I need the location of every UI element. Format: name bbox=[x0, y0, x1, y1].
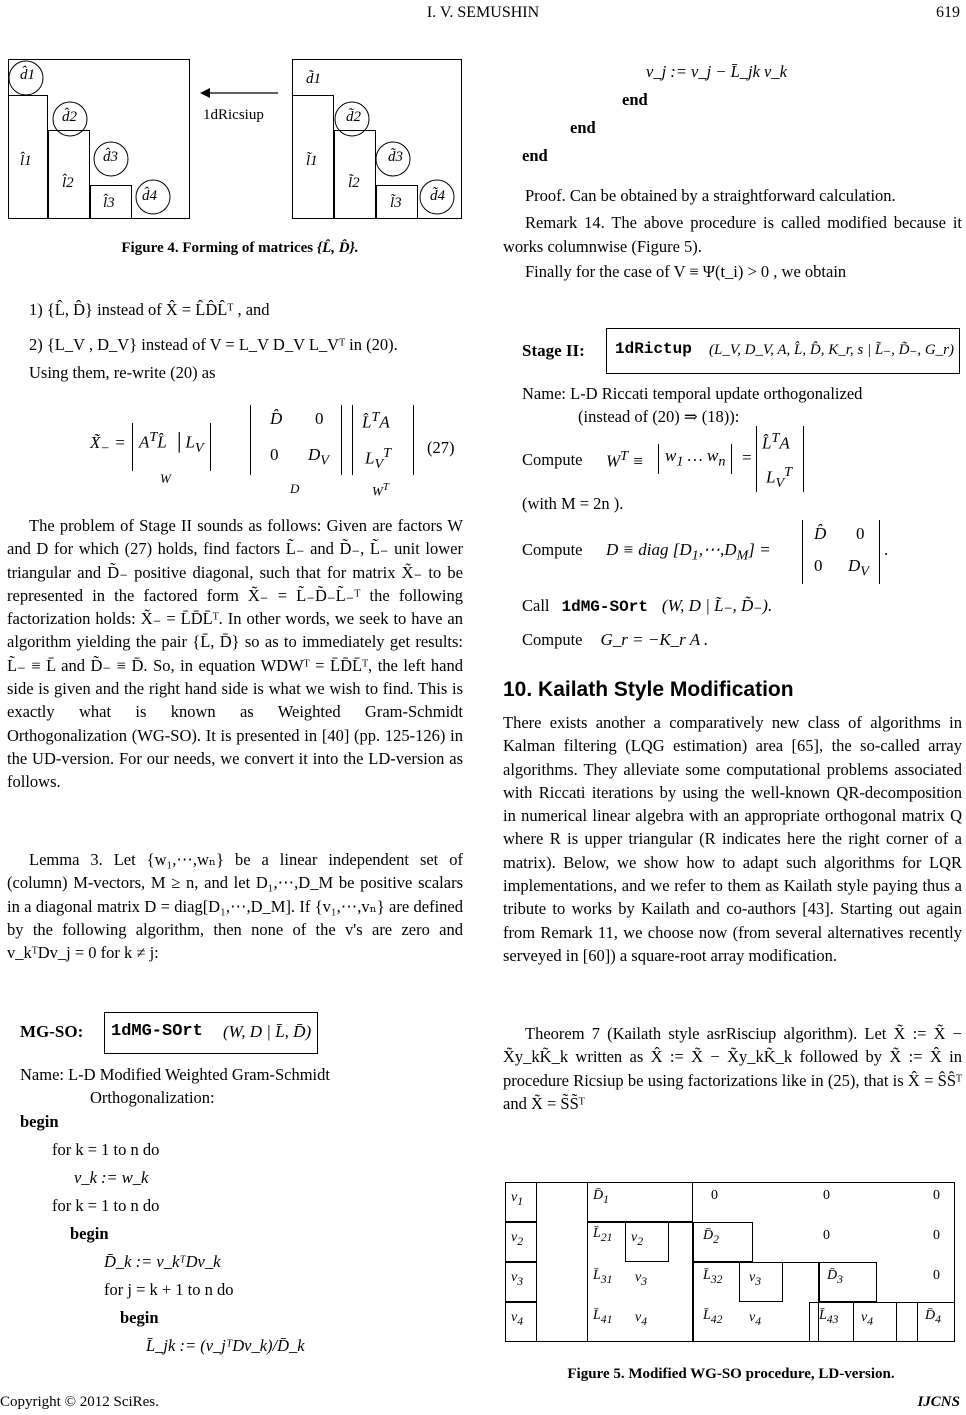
compute-1-label: Compute bbox=[522, 450, 583, 469]
figure-5: $v_1$ $v_2$ $v_3$ $v_4$ $D̄_1$ $L̄_{21}$ $L̄_{31}$ $L̄_{41}$ $v_2$ $v_3$ $v_4$ $D̄_2$ $L̄_{32}$ $L̄_{42}$ $v_3$ $v_4$ $D̄_3$ $L̄_{43}$ $v_4$ $D̄_4$ 0 0 0 0 0 0 bbox=[497, 1176, 965, 1344]
fig4-right-l3: l̃3 bbox=[390, 195, 402, 211]
fig4-left-circles bbox=[8, 59, 190, 219]
fig4-left-d1: d̂1 bbox=[20, 67, 35, 83]
compute-1-math: $W^T$ ≡ $w_1$ … $w_n$ = L̂$^T$A $L_V^T$ bbox=[606, 426, 806, 496]
fig4-left-d2: d̂2 bbox=[62, 109, 77, 125]
left-column bbox=[7, 298, 463, 384]
fig4-right-d4: d̃4 bbox=[430, 188, 445, 204]
fig4-arrow-icon bbox=[200, 85, 280, 101]
compute-2-math: D ≡ diag $[D_1,\cdots,D_M]$ = D̂ 0 0 $D_V$ . bbox=[606, 520, 926, 590]
figure-5-caption: Figure 5. Modified WG-SO procedure, LD-version. bbox=[567, 1366, 895, 1382]
page-number: 619 bbox=[936, 4, 960, 21]
mgso-algorithm-cont: v_j := v_j − L̄_jk v_k end end end bbox=[522, 62, 787, 165]
section-10-title: 10. Kailath Style Modification bbox=[503, 678, 794, 701]
compute-3-line: Compute G_r = −K_r A . bbox=[522, 630, 709, 649]
fig4-left-l3: l̂3 bbox=[103, 195, 115, 211]
stage2-paragraph: The problem of Stage II sounds as follows: Given are factors W and D for which (27) holds, find factors L̃₋ and D̃₋, L̃₋ unit lower triangular and D̃₋ positive diagonal, such that for matrix X̃₋ to be represented in the factored form X̃₋ = L̃₋D̃₋L̃₋ᵀ the following factorization holds: X̃₋ = L̄D̄L̄ᵀ. In other words, we seek to have an algorithm yielding the pair {L̄, D̄} so as to immediately get results: L̃₋ ≡ L̄ and D̃₋ ≡ D̄. So, in equation WDWᵀ = L̄D̄L̄ᵀ, the left hand side is given and the right hand side is what we wish to find. This is exactly what is known as Weighted Gram-Schmidt Orthogonalization (WG-SO). It is presented in [40] (pp. 125-126) in the UD-version. For our needs, we convert it into the LD-version as follows. bbox=[7, 516, 463, 792]
item-1: 1) {L̂, D̂} instead of X̂ = L̂D̂L̂ᵀ , and bbox=[29, 300, 270, 319]
proof: Proof. Can be obtained by a straightforward calculation. bbox=[525, 186, 896, 205]
fig4-right-d2: d̃2 bbox=[346, 109, 361, 125]
finally-text: Finally for the case of V ≡ Ψ(t_i) > 0 , we obtain bbox=[525, 261, 847, 281]
remark-14: Remark 14. The above procedure is called modified because it works columnwise (Figure 5). bbox=[503, 213, 962, 256]
equation-27-number: (27) bbox=[427, 438, 455, 457]
fig4-arrow-label: 1dRicsiup bbox=[203, 107, 264, 123]
mgso-name: Name: L-D Modified Weighted Gram-Schmidt Orthogonalization: bbox=[20, 1065, 330, 1108]
figure-4 bbox=[0, 55, 480, 225]
call-line: Call 1dMG-SOrt (W, D | L̃₋, D̃₋). bbox=[522, 596, 773, 616]
right-text-1 bbox=[503, 184, 962, 283]
stage2-box: 1dRictup (L_V, D_V, A, L̂, D̂, K_r, s | L̃₋, D̃₋, G_r) bbox=[606, 328, 960, 374]
header-title: I. V. SEMUSHIN bbox=[426, 4, 540, 21]
theorem-7: Theorem 7 (Kailath style asrRisciup algorithm). Let X̃ := X̃ − X̃y_kK̃_k written as X̂ := X̃ − X̃y_kK̃_k followed by X̃ := X̂ in procedure Ricsiup be using factorizations like in (25), that is X̂ = ŜŜᵀ and X̃ = S̃S̃ᵀ bbox=[503, 1024, 962, 1113]
fig4-right-d3: d̃3 bbox=[388, 149, 403, 165]
fig4-left-d4: d̂4 bbox=[142, 188, 157, 204]
footer-journal: IJCNS bbox=[917, 1394, 960, 1410]
fig4-right-l1: l̃1 bbox=[306, 153, 318, 169]
fig4-right-l2: l̃2 bbox=[348, 175, 360, 191]
equation-27: $X̃_-$ = $A^TL̂$ $│L_V$ W D̂ 0 0 $D_V$ D L̂$^T$A $L_V^T$ $W^T$ bbox=[80, 405, 470, 495]
figure-4-caption: Figure 4. Forming of matrices {L̂, D̂}. bbox=[121, 240, 359, 256]
fig4-left-d3: d̂3 bbox=[103, 149, 118, 165]
mgso-header: MG-SO: bbox=[20, 1022, 84, 1041]
running-header bbox=[0, 4, 966, 22]
lemma-3: Lemma 3. Let {w₁,⋯,wₙ} be a linear independent set of (column) M-vectors, M ≥ n, and let D₁,⋯,D_M be positive scalars in a diagonal matrix D = diag[D₁,⋯,D_M]. If {v₁,⋯,vₙ} are defined by the following algorithm, then none of the v's are zero and v_kᵀDv_j = 0 for k ≠ j: bbox=[7, 850, 463, 963]
stage2-label: Stage II: bbox=[522, 341, 585, 360]
fig4-right-d1: d̃1 bbox=[306, 71, 321, 87]
fig4-left-l1: l̂1 bbox=[20, 153, 32, 169]
item-2: 2) {L_V , D_V} instead of V = L_V D_V L_Vᵀ in (20). bbox=[29, 335, 398, 355]
mgso-box: 1dMG-SOrt (W, D | L̄, D̄) bbox=[104, 1012, 318, 1054]
mgso-algorithm: begin for k = 1 to n do v_k := w_k for k = 1 to n do begin D̄_k := v_kᵀDv_k for j = k + 1 to n do begin L̄_jk := (v_jᵀDv_k)/D̄_k bbox=[20, 1112, 305, 1355]
footer-copyright: Copyright © 2012 SciRes. bbox=[0, 1394, 159, 1410]
section-10-paragraph: There exists another a comparatively new class of algorithms in Kalman filtering (LQG estimation) area [65], the so-called array algorithms. They alleviate some computational problems associated with Riccati iterations by using the well-known QR-decomposition in numerical linear algebra with an appropriate orthogonal matrix Q where R is upper triangular (R indicates here the right corner of a matrix). Below, we show how to adapt such algorithms for LQR implementations, and we refer to them as Kailath style paying thus a tribute to works by Kailath and co-authors [43]. Starting out again from Remark 11, we choose now (from several alternatives recently serveyed in [60]) a square-root array modification. bbox=[503, 713, 962, 965]
rewrite-text: Using them, re-write (20) as bbox=[29, 362, 216, 382]
compute-2-label: Compute bbox=[522, 540, 583, 559]
stage2-name: Name: L-D Riccati temporal update orthogonalized (instead of (20) ⇒ (18)): bbox=[522, 384, 863, 427]
fig4-left-l2: l̂2 bbox=[62, 175, 74, 191]
with-text: (with M = 2n ). bbox=[522, 494, 624, 513]
